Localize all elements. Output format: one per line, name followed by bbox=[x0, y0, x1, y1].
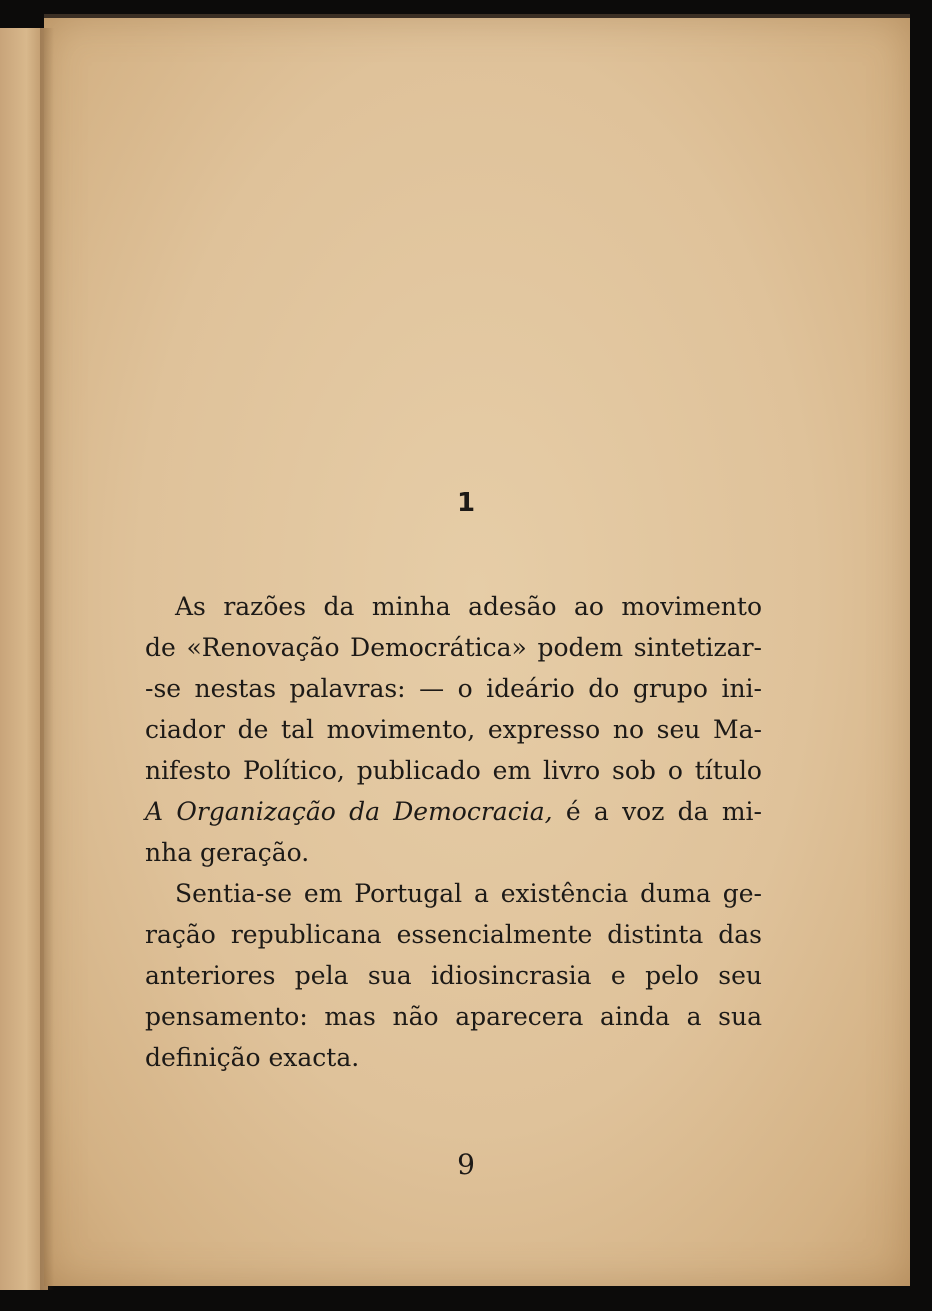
chapter-number: 1 bbox=[456, 488, 476, 518]
spine-shadow bbox=[40, 28, 54, 1290]
text-line: nha geração. bbox=[145, 838, 310, 867]
body-text bbox=[145, 586, 762, 1078]
text-line: nifesto Político, publicado em livro sob o título bbox=[145, 756, 762, 785]
text-line: -se nestas palavras: — o ideário do grupo ini- bbox=[145, 674, 762, 703]
text-line: As razões da minha adesão ao movimento bbox=[175, 592, 762, 621]
text-fragment: é a voz da mi- bbox=[552, 797, 763, 826]
page-number: 9 bbox=[457, 1148, 475, 1181]
text-line: ciador de tal movimento, expresso no seu Ma- bbox=[145, 715, 762, 744]
text-line: pensamento: mas não aparecera ainda a sua bbox=[145, 1002, 762, 1031]
book-title: A Organização da Democracia, bbox=[145, 797, 553, 826]
text-line: de «Renovação Democrática» podem sintetizar- bbox=[145, 633, 762, 662]
text-line: definição exacta. bbox=[145, 1043, 360, 1072]
text-line: ração republicana essencialmente distinta das bbox=[145, 920, 762, 949]
text-line: anteriores pela sua idiosincrasia e pelo seu bbox=[145, 961, 762, 990]
text-line bbox=[145, 791, 762, 832]
text-line: Sentia-se em Portugal a existência duma ge- bbox=[175, 879, 762, 908]
